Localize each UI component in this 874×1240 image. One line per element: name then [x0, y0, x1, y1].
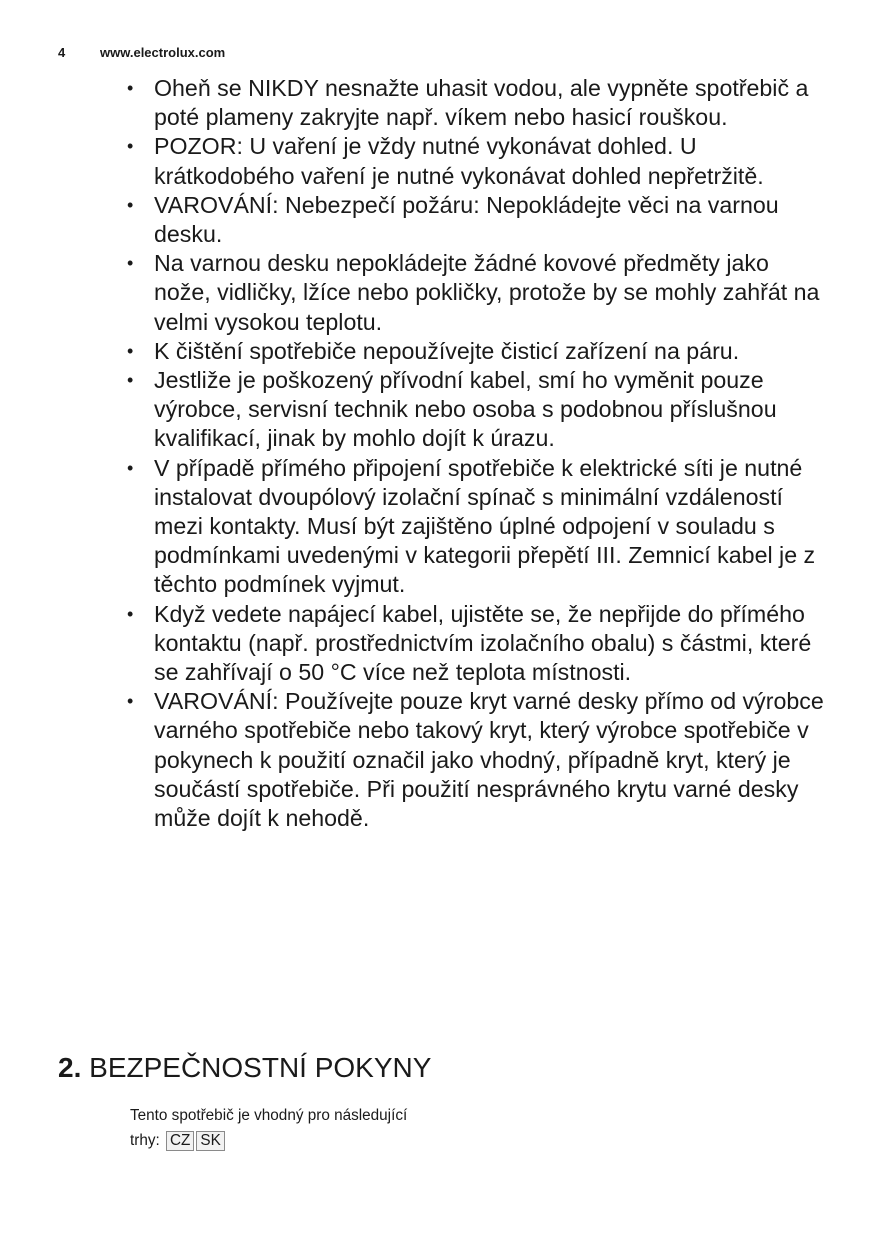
- list-item: [127, 249, 827, 337]
- page-header: [58, 45, 225, 60]
- bullet-icon: •: [127, 340, 134, 361]
- list-item: [127, 600, 827, 688]
- list-item: [127, 191, 827, 249]
- bullet-icon: •: [127, 603, 134, 624]
- list-item: [127, 454, 827, 600]
- markets-line: [130, 1128, 490, 1153]
- list-item-text: POZOR: U vaření je vždy nutné vykonávat dohled. U krátkodobého vaření je nutné vykonávat dohled nepřetržitě.: [154, 133, 764, 189]
- section-title: [58, 1051, 431, 1085]
- bullet-icon: •: [127, 691, 134, 712]
- bullet-icon: •: [127, 78, 134, 98]
- list-item-text: Na varnou desku nepokládejte žádné kovové předměty jako nože, vidličky, lžíce nebo pokličky, protože by se mohly zahřát na velmi vysokou teplotu.: [154, 250, 820, 335]
- list-item-text: V případě přímého připojení spotřebiče k elektrické síti je nutné instalovat dvoupólový izolační spínač s minimální vzdáleností mezi kontakty. Musí být zajištěno úplné odpojení v souladu s podmínkami uvedenými v kategorii přepětí III. Zemnicí kabel je z těchto podmínek vyjmut.: [154, 454, 816, 598]
- market-tag-cz: CZ: [166, 1131, 194, 1151]
- market-intro: [130, 1103, 490, 1153]
- list-item-text: VAROVÁNÍ: Nebezpečí požáru: Nepokládejte věci na varnou desku.: [154, 191, 779, 248]
- list-item: [127, 366, 827, 454]
- bullet-icon: •: [127, 370, 134, 391]
- list-item-text: K čištění spotřebiče nepoužívejte čisticí zařízení na páru.: [154, 337, 740, 364]
- list-item-text: Když vedete napájecí kabel, ujistěte se, že nepřijde do přímého kontaktu (např. prostřednictvím izolačního obalu) s částmi, které se zahřívají o 50 °C více než teplota místnosti.: [154, 600, 812, 686]
- markets-label: trhy:: [130, 1132, 160, 1149]
- bullet-icon: •: [127, 194, 134, 215]
- section-number: 2.: [58, 1052, 82, 1083]
- list-item: [127, 337, 827, 366]
- list-item: [127, 132, 827, 190]
- list-item: [127, 687, 827, 833]
- bullet-icon: •: [127, 136, 134, 157]
- list-item-text: Oheň se NIKDY nesnažte uhasit vodou, ale vypněte spotřebič a poté plameny zakryjte např. víkem nebo hasicí rouškou.: [154, 75, 809, 131]
- safety-bullet-list: [127, 74, 827, 833]
- page-number: 4: [58, 45, 66, 60]
- market-tag-sk: SK: [196, 1131, 224, 1151]
- list-item-text: Jestliže je poškozený přívodní kabel, smí ho vyměnit pouze výrobce, servisní technik nebo osoba s podobnou příslušnou kvalifikací, jinak by mohlo dojít k úrazu.: [154, 367, 777, 452]
- bullet-icon: •: [127, 457, 134, 478]
- bullet-icon: •: [127, 253, 134, 274]
- list-item: [127, 74, 827, 132]
- section-heading-text: BEZPEČNOSTNÍ POKYNY: [89, 1052, 432, 1083]
- list-item-text: VAROVÁNÍ: Používejte pouze kryt varné desky přímo od výrobce varného spotřebiče nebo takový kryt, který výrobce spotřebiče v pokynech k použití označil jako vhodný, případně kryt, který je součástí spotřebiče. Při použití nesprávného krytu varné desky může dojít k nehodě.: [154, 688, 824, 832]
- website-url: www.electrolux.com: [100, 45, 226, 60]
- market-intro-text: Tento spotřebič je vhodný pro následující: [130, 1107, 408, 1124]
